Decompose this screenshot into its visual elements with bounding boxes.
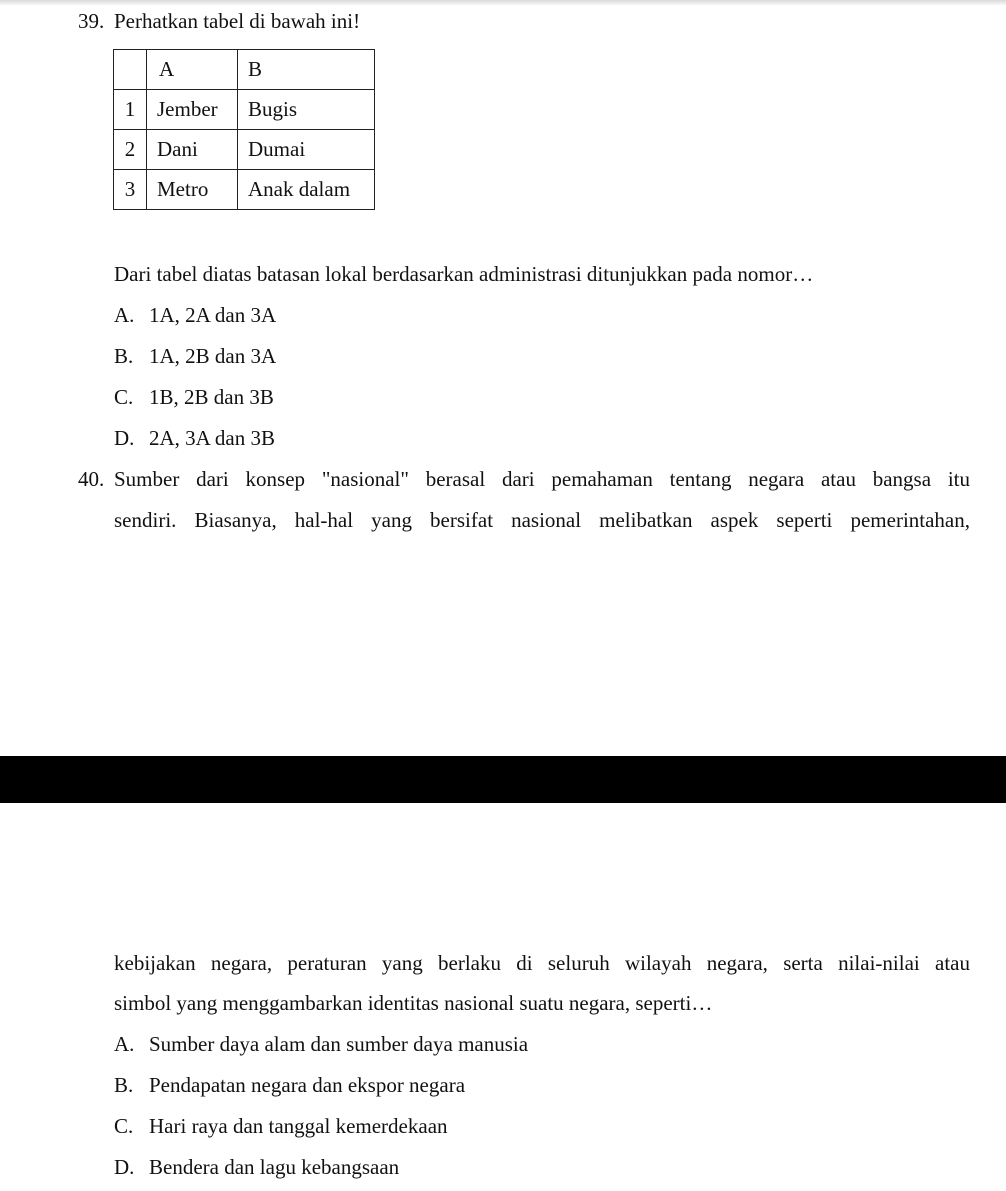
question-39-option-d[interactable] [114, 426, 275, 451]
table-row [114, 90, 375, 130]
table-cell: Jember [147, 90, 238, 130]
table-cell: Anak dalam [238, 170, 375, 210]
question-39-text: Dari tabel diatas batasan lokal berdasarkan administrasi ditunjukkan pada nomor… [114, 262, 814, 286]
option-text: Pendapatan negara dan ekspor negara [149, 1073, 466, 1097]
question-39-prompt: Perhatkan tabel di bawah ini! [114, 9, 361, 33]
question-40-option-a[interactable] [114, 1032, 528, 1057]
option-text: 1A, 2B dan 3A [149, 344, 277, 368]
option-text: Hari raya dan tanggal kemerdekaan [149, 1114, 448, 1138]
option-letter: A. [114, 303, 135, 327]
question-40-option-d[interactable] [114, 1155, 399, 1180]
option-letter: B. [114, 344, 134, 368]
question-39-option-b[interactable] [114, 344, 276, 369]
option-text: Bendera dan lagu kebangsaan [149, 1155, 400, 1179]
option-letter: D. [114, 1155, 135, 1179]
question-40-line-1: Sumber dari konsep "nasional" berasal dari pemahaman tentang negara atau bangsa itu [114, 467, 970, 491]
table-cell: 3 [114, 170, 147, 210]
table-row [114, 130, 375, 170]
table-header-row [114, 50, 375, 90]
question-40-line-4: simbol yang menggambarkan identitas nasional suatu negara, seperti… [114, 991, 713, 1015]
top-edge-shadow [0, 0, 1006, 6]
table-cell: Bugis [238, 90, 375, 130]
option-letter: C. [114, 1114, 134, 1138]
table-row [114, 170, 375, 210]
table-cell: Dumai [238, 130, 375, 170]
table-cell: 1 [114, 90, 147, 130]
table-cell: Dani [147, 130, 238, 170]
question-39-number: 39. [78, 9, 105, 33]
question-40-line-3: kebijakan negara, peraturan yang berlaku di seluruh wilayah negara, serta nilai-nilai atau [114, 951, 970, 975]
option-text: 1A, 2A dan 3A [149, 303, 277, 327]
question-40-option-b[interactable] [114, 1073, 465, 1098]
option-letter: B. [114, 1073, 134, 1097]
table-cell: 2 [114, 130, 147, 170]
question-39-table [113, 49, 375, 210]
question-39-option-a[interactable] [114, 303, 276, 328]
option-text: 2A, 3A dan 3B [149, 426, 275, 450]
table-cell: Metro [147, 170, 238, 210]
option-letter: D. [114, 426, 135, 450]
question-40-number: 40. [78, 467, 105, 491]
table-header-cell: A [147, 50, 238, 90]
table-header-cell: B [238, 50, 375, 90]
table-header-cell [114, 50, 147, 90]
option-letter: C. [114, 385, 134, 409]
option-letter: A. [114, 1032, 135, 1056]
question-39-option-c[interactable] [114, 385, 274, 410]
black-redaction-bar [0, 756, 1006, 803]
option-text: Sumber daya alam dan sumber daya manusia [149, 1032, 529, 1056]
question-40-option-c[interactable] [114, 1114, 448, 1139]
option-text: 1B, 2B dan 3B [149, 385, 274, 409]
question-40-line-2: sendiri. Biasanya, hal-hal yang bersifat nasional melibatkan aspek seperti pemerintahan, [114, 508, 970, 532]
